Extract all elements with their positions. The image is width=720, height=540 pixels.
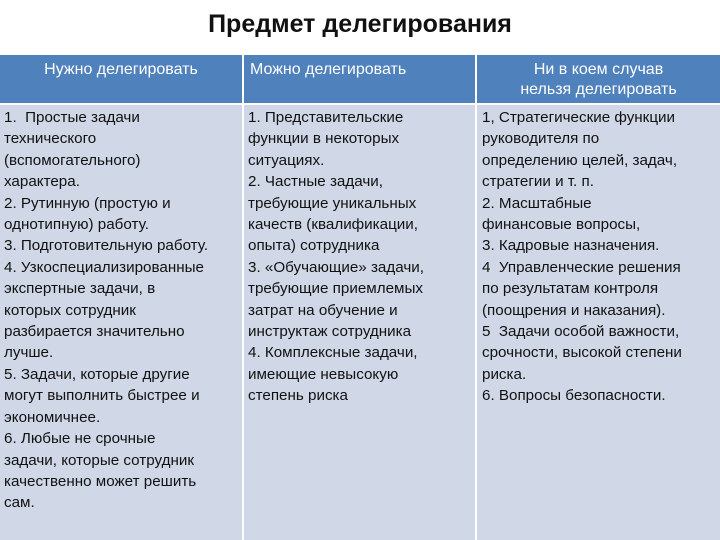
column-never-delegate: 1, Стратегические функции руководителя по определению целей, задач, стратегии и т. п. 2. Масштабные финансовые вопросы, 3. Кадровые назначения. 4 Управленческие решения по результатам контроля (поощрения и наказания). 5 Задачи особой важности, срочности, высокой степени риска. 6. Вопросы безопасности. [477,105,720,540]
column-can-delegate: 1. Представительские функции в некоторых ситуациях. 2. Частные задачи, требующие уникальных качеств (квалификации, опыта) сотрудника 3. «Обучающие» задачи, требующие приемлемых затрат на обучение и инструктаж сотрудника 4. Комплексные задачи, имеющие невысокую степень риска [244,105,475,540]
slide-title: Предмет делегирования [208,10,512,38]
header-can-delegate: Можно делегировать [244,55,475,103]
header-never-delegate: Ни в коем случав нельзя делегировать [477,55,720,103]
column-must-delegate: 1. Простые задачи технического (вспомогательного) характера. 2. Рутинную (простую и однотипную) работу. 3. Подготовительную работу. 4. Узкоспециализированные экспертные задачи, в которых сотрудник разбирается значительно лучше. 5. Задачи, которые другие могут выполнить быстрее и экономичнее. 6. Любые не срочные задачи, которые сотрудник качественно может решить сам. [0,105,242,540]
delegation-table [0,55,720,540]
header-must-delegate: Нужно делегировать [0,55,242,103]
